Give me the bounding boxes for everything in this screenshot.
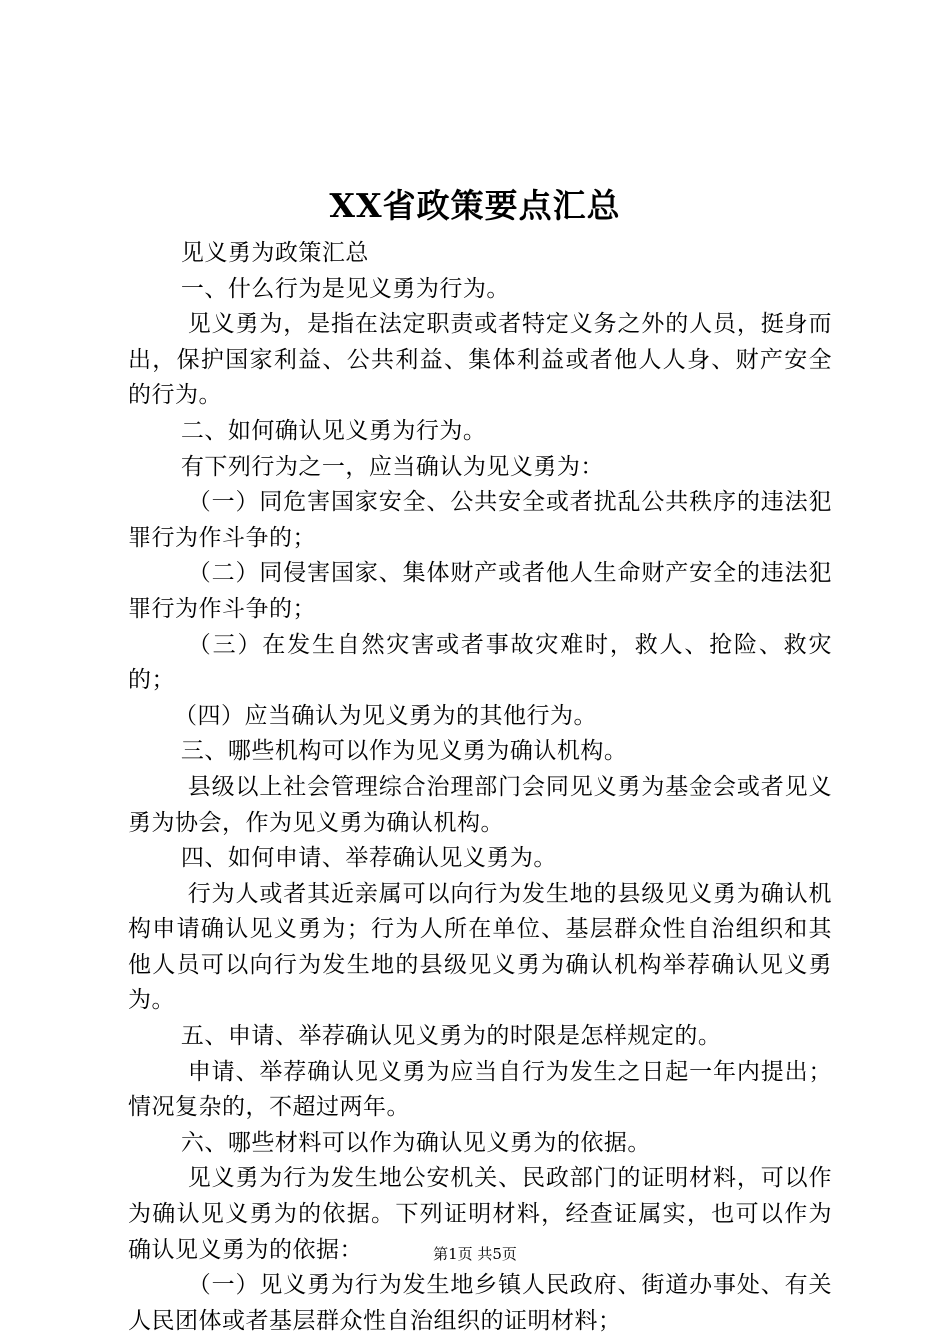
paragraph-q3-heading: 三、哪些机构可以作为见义勇为确认机构。 [180, 738, 628, 765]
paragraph-section-heading: 见义勇为政策汇总 [180, 240, 369, 266]
paragraph-q5-heading: 五、申请、举荐确认见义勇为的时限是怎样规定的。 [180, 1023, 722, 1050]
paragraph-q2-item-3: （三）在发生自然灾害或者事故灾难时，救人、抢险、救灾的； [128, 631, 832, 694]
paragraph-q2-item-4: （四）应当确认为见义勇为的其他行为。 [174, 702, 597, 729]
paragraph-q6-item-1: （一）见义勇为行为发生地乡镇人民政府、街道办事处、有关人民团体或者基层群众性自治组织的证明材料； [128, 1272, 832, 1334]
paragraph-q2-item-2: （二）同侵害国家、集体财产或者他人生命财产安全的违法犯罪行为作斗争的； [128, 560, 832, 622]
document-body [128, 236, 832, 1339]
paragraph-q2-item-1: （一）同危害国家安全、公共安全或者扰乱公共秩序的违法犯罪行为作斗争的； [128, 489, 832, 551]
paragraph-q5-body: 申请、举荐确认见义勇为应当自行为发生之日起一年内提出；情况复杂的，不超过两年。 [128, 1058, 832, 1121]
document-title: XX省政策要点汇总 [329, 186, 621, 225]
paragraph-q6-body: 见义勇为行为发生地公安机关、民政部门的证明材料，可以作为确认见义勇为的依据。下列证明材料，经查证属实，也可以作为确认见义勇为的依据： [128, 1165, 832, 1263]
page-footer: 第1页 共5页 [433, 1245, 517, 1263]
paragraph-q3-body: 县级以上社会管理综合治理部门会同见义勇为基金会或者见义勇为协会，作为见义勇为确认机构。 [128, 773, 832, 836]
paragraph-q6-heading: 六、哪些材料可以作为确认见义勇为的依据。 [180, 1129, 651, 1156]
paragraph-q4-body: 行为人或者其近亲属可以向行为发生地的县级见义勇为确认机构申请确认见义勇为；行为人所在单位、基层群众性自治组织和其他人员可以向行为发生地的县级见义勇为确认机构举荐确认见义勇为。 [128, 880, 832, 1014]
paragraph-q1-body: 见义勇为，是指在法定职责或者特定义务之外的人员，挺身而出，保护国家利益、公共利益、集体利益或者他人人身、财产安全的行为。 [128, 311, 832, 409]
paragraph-q2-heading: 二、如何确认见义勇为行为。 [180, 417, 487, 444]
paragraph-q1-heading: 一、什么行为是见义勇为行为。 [180, 275, 510, 302]
paragraph-q4-heading: 四、如何申请、举荐确认见义勇为。 [180, 845, 557, 872]
paragraph-q2-intro: 有下列行为之一，应当确认为见义勇为： [180, 453, 604, 480]
